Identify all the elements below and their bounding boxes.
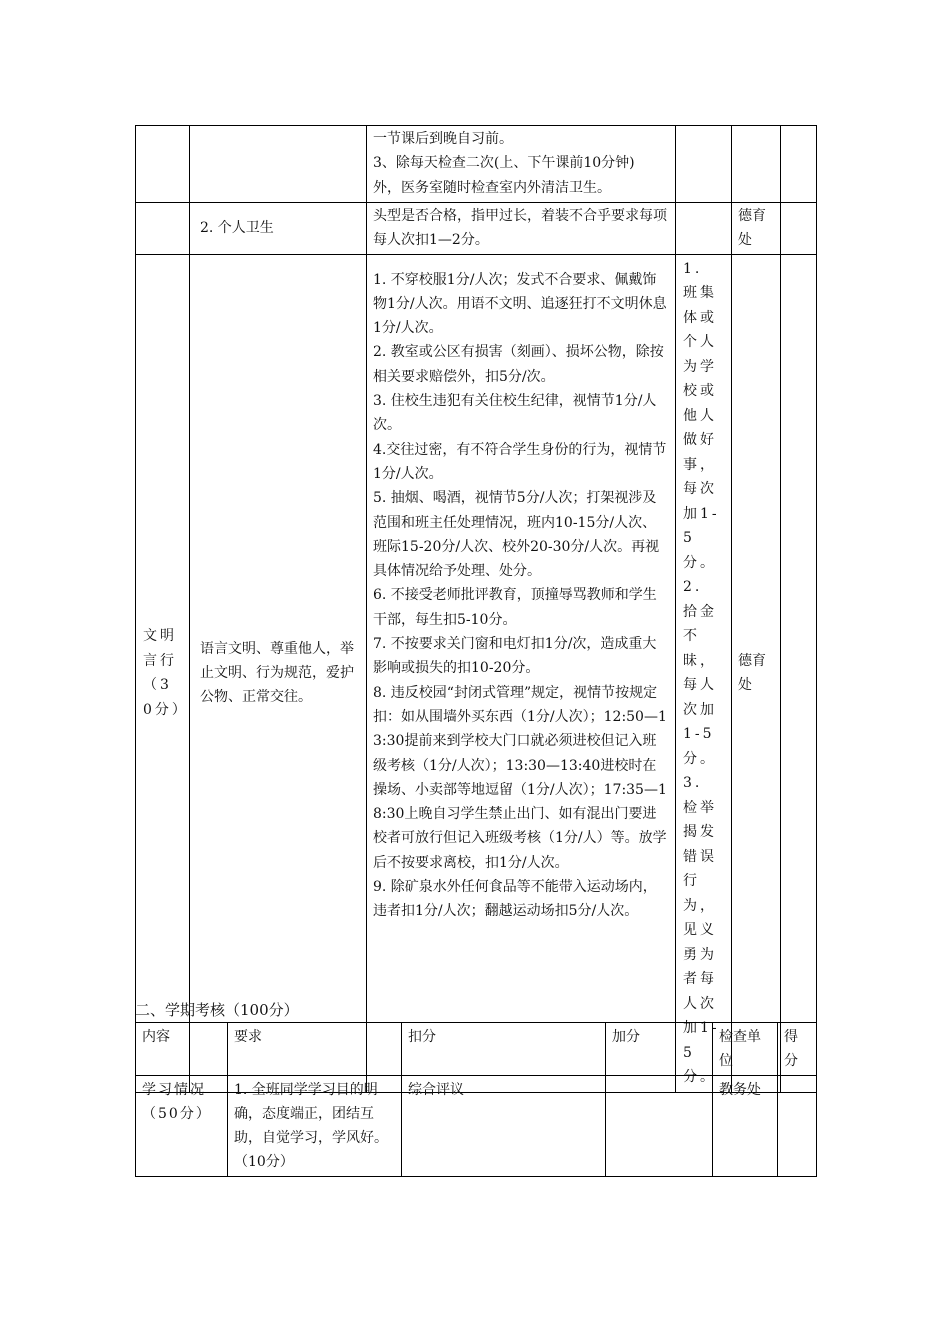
header-content: 内容: [136, 1023, 228, 1076]
score-cell: [778, 1076, 817, 1177]
item-cell: 2. 个人卫生: [190, 203, 367, 255]
table-row: [136, 1076, 817, 1177]
deduction-item: 6. 不接受老师批评教育，顶撞辱骂教师和学生干部，每生扣5-10分。: [373, 587, 657, 628]
deduction-item: 8. 违反校园“封闭式管理”规定，视情节按规定扣：如从围墙外买东西（1分/人次）；12:50—13:30提前来到学校大门口就必须进校但记入班级考核（1分/人次）；13:30—13:40进校时在操场、小卖部等地逗留（1分/人次）；17:35—18:30上晚自习学生禁止出门、如有混出门要进校者可放行但记入班级考核（1分/人）等。放学后不按要求离校，扣1分/人次。: [373, 684, 667, 871]
evaluation-table: [135, 125, 817, 1093]
deduction-item: 3. 住校生违犯有关住校生纪律，视情节1分/人次。: [373, 393, 657, 434]
header-requirement: 要求: [228, 1023, 402, 1076]
dept-cell: 教务处: [713, 1076, 778, 1177]
category-cell: 文明言行（30分）: [136, 254, 190, 1092]
category-cell: [136, 203, 190, 255]
deduction-item: 1. 不穿校服1分/人次；发式不合要求、佩戴饰物1分/人次。用语不文明、追逐狂打不文明休息1分/人次。: [373, 271, 667, 337]
header-score: 得分: [778, 1023, 817, 1076]
category-cell: [136, 126, 190, 203]
deduction-item: 5. 抽烟、喝酒，视情节5分/人次；打架视涉及范围和班主任处理情况，班内10-15分/人次、班际15-20分/人次、校外20-30分/人次。再视具体情况给予处理、处分。: [373, 490, 660, 580]
score-cell: [781, 126, 817, 203]
header-bonus: 加分: [606, 1023, 713, 1076]
detail-line: 一节课后到晚自习前。: [373, 131, 513, 147]
table-row: [136, 126, 817, 203]
detail-line: 外，医务室随时检查室内外清洁卫生。: [373, 179, 611, 196]
requirement-cell: 1. 全班同学学习目的明确，态度端正，团结互助，自觉学习，学风好。（10分）: [228, 1076, 402, 1177]
dept-cell: [732, 126, 781, 203]
semester-assessment-table: [135, 1022, 817, 1177]
bonus-item: 2. 拾金不昧，每人次加1-5分。: [683, 579, 717, 767]
deduction-cell: 综合评议: [402, 1076, 606, 1177]
bonus-cell: [676, 203, 732, 255]
deduction-item: 9. 除矿泉水外任何食品等不能带入运动场内，违者扣1分/人次；翻越运动场扣5分/人次。: [373, 879, 657, 920]
requirement-cell: 语言文明、尊重他人，举止文明、行为规范，爱护公物、正常交往。: [190, 254, 367, 1092]
bonus-item: 1. 班集体或个人为学校或他人做好事，每次加1-5分。: [683, 260, 720, 571]
header-dept: 检查单位: [713, 1023, 778, 1076]
dept-cell: 德育处: [732, 254, 781, 1092]
detail-line: 3、除每天检查二次(上、下午课前10分钟): [373, 155, 635, 172]
bonus-item: 3. 检举揭发错误行为，见义勇为者每人次加1-5分。: [683, 775, 720, 1086]
deduction-cell: [367, 254, 676, 1092]
section-title: 二、学期考核（100分）: [135, 1001, 299, 1019]
bonus-cell: [676, 254, 732, 1092]
bonus-cell: [606, 1076, 713, 1177]
deduction-item: 4.交往过密，有不符合学生身份的行为，视情节1分/人次。: [373, 441, 667, 482]
content-cell: 学习情况（50分）: [136, 1076, 228, 1177]
table-row: [136, 254, 817, 1092]
score-cell: [781, 203, 817, 255]
header-deduction: 扣分: [402, 1023, 606, 1076]
deduction-item: 2. 教室或公区有损害（刻画）、损坏公物，除按相关要求赔偿外，扣5分/次。: [373, 344, 664, 385]
item-cell: [190, 126, 367, 203]
table-row: [136, 203, 817, 255]
score-cell: [781, 254, 817, 1092]
dept-cell: 德育处: [732, 203, 781, 255]
detail-cell: 头型是否合格，指甲过长，着装不合乎要求每项每人次扣1—2分。: [367, 203, 676, 255]
table-header-row: [136, 1023, 817, 1076]
detail-cell: [367, 126, 676, 203]
bonus-cell: [676, 126, 732, 203]
deduction-item: 7. 不按要求关门窗和电灯扣1分/次，造成重大影响或损失的扣10-20分。: [373, 636, 657, 677]
